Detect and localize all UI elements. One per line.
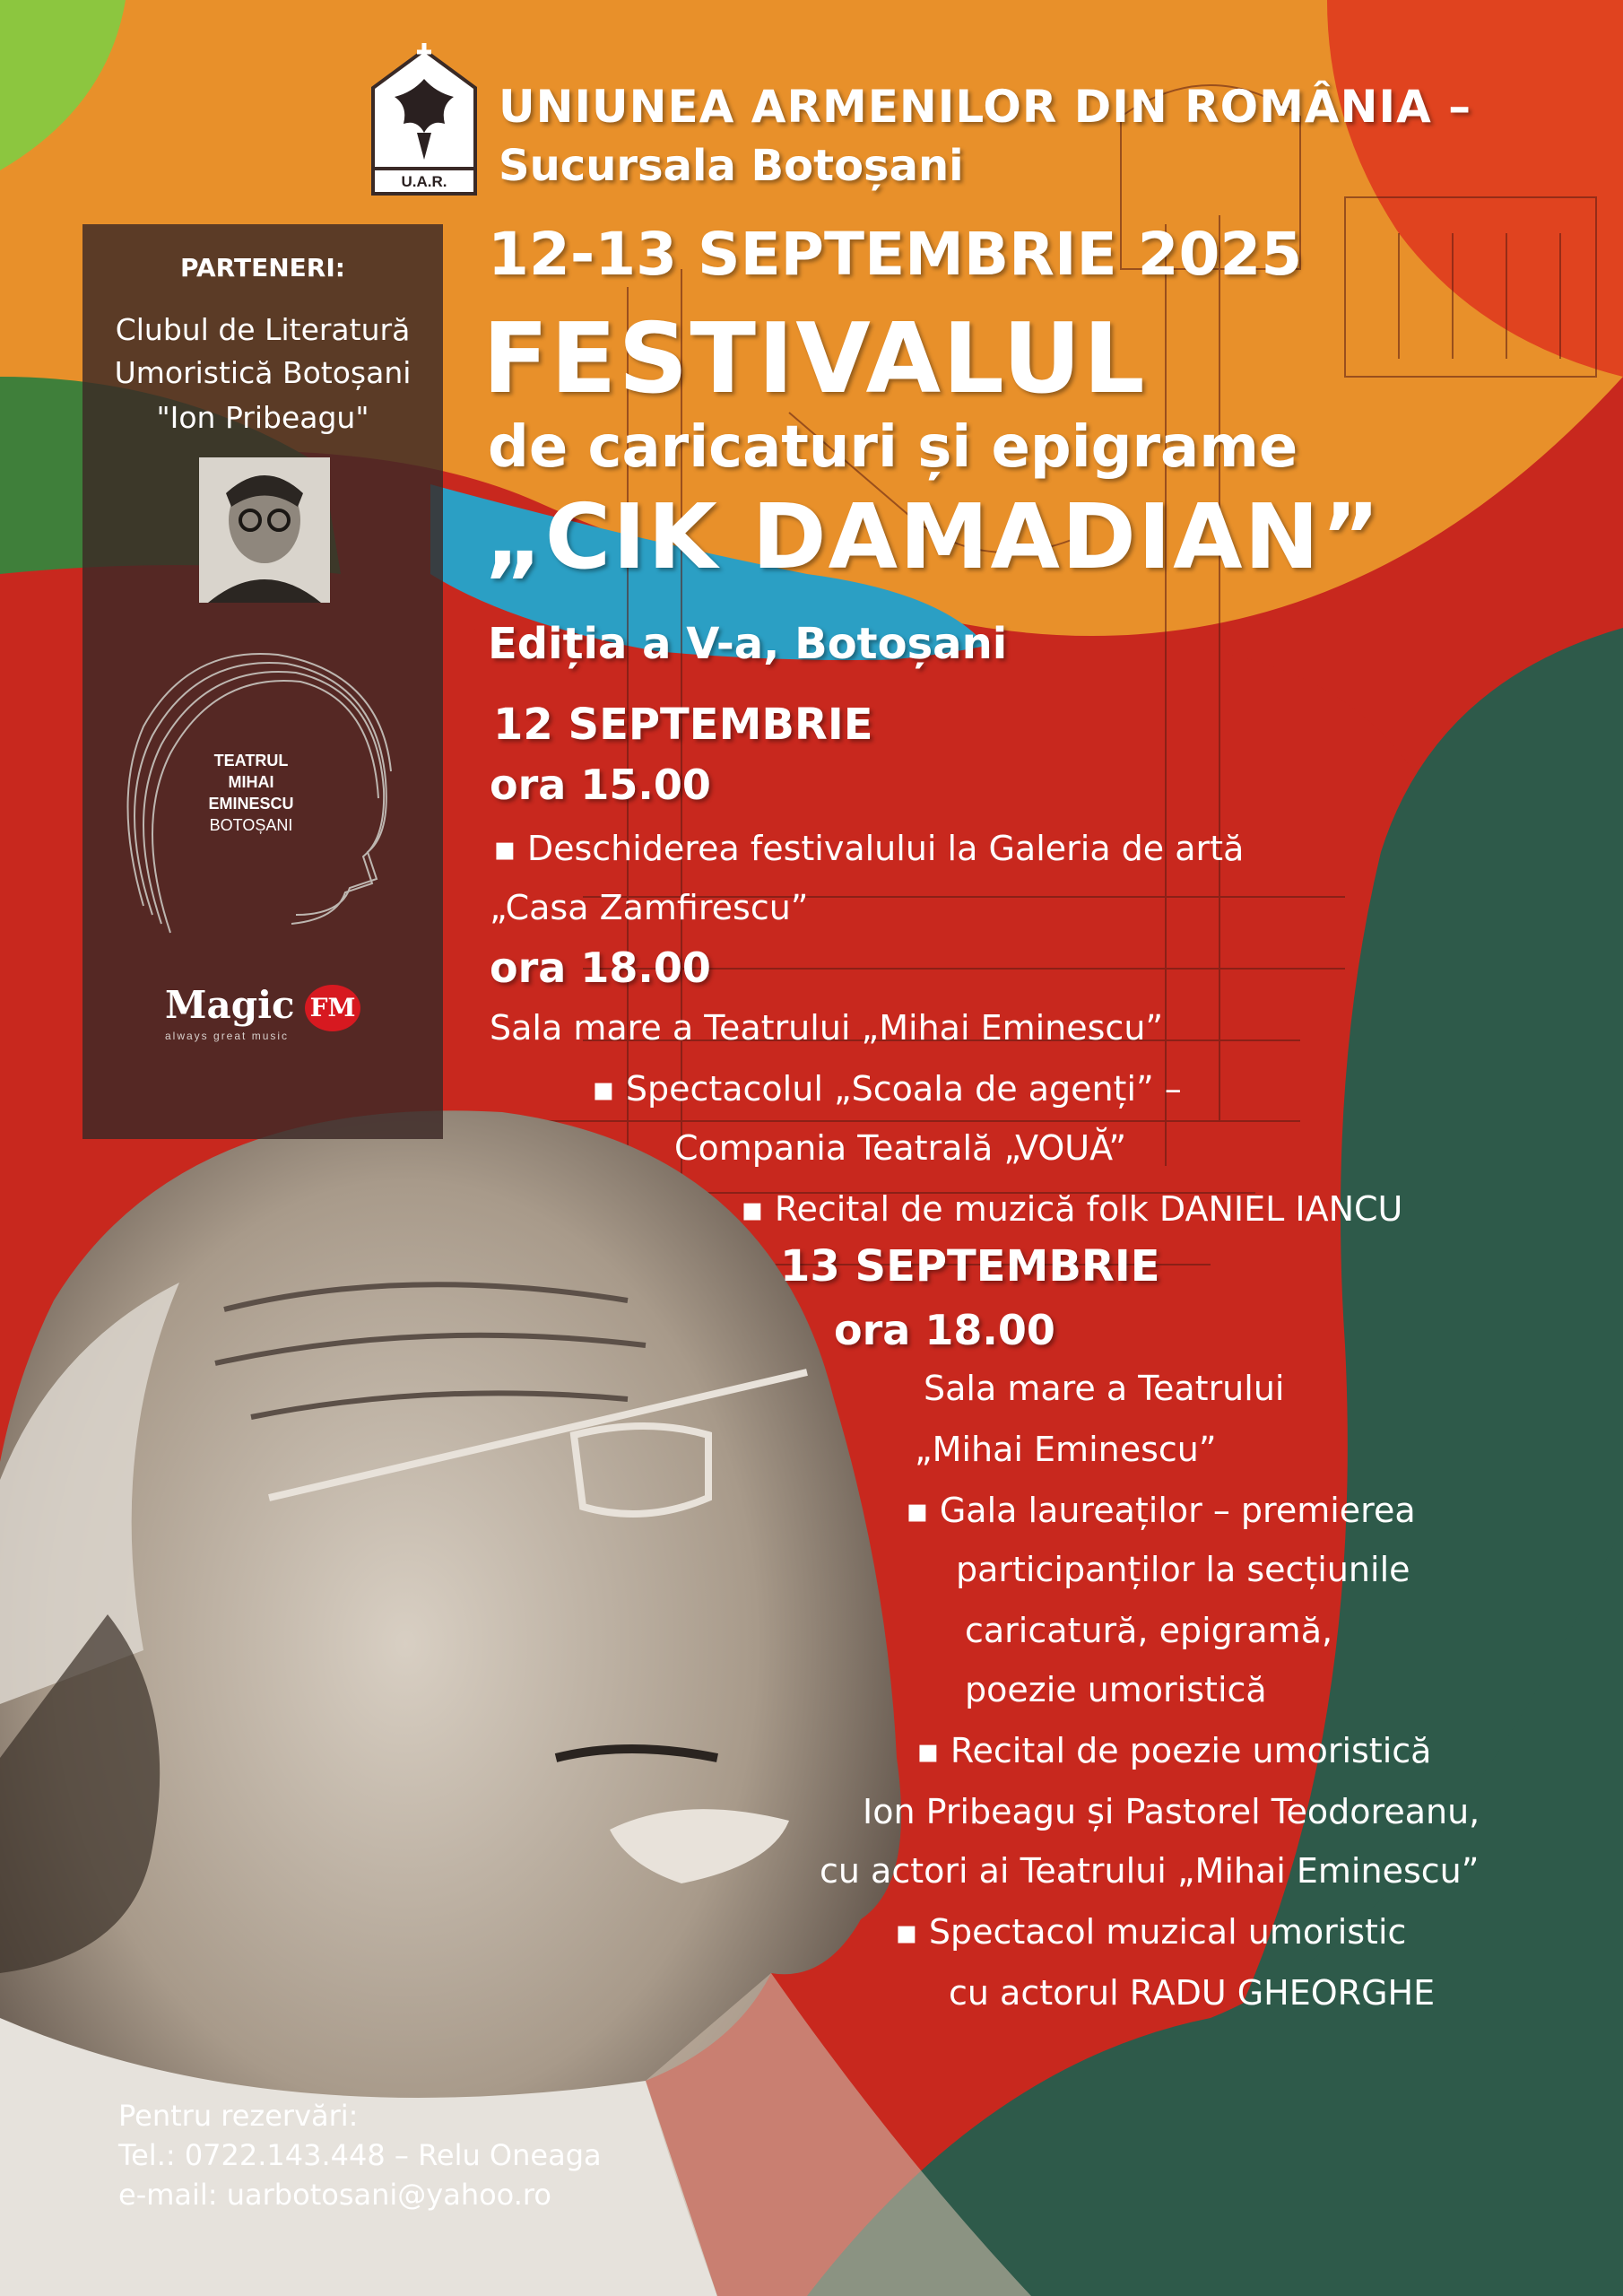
day2-item3-line2: cu actorul RADU GHEORGHE bbox=[949, 1973, 1436, 2013]
day1-time2: ora 18.00 bbox=[490, 944, 711, 992]
day1-time1: ora 15.00 bbox=[490, 761, 711, 809]
partners-heading: PARTENERI: bbox=[180, 253, 345, 283]
theatre-logo-line3: EMINESCU bbox=[208, 795, 294, 813]
day2-item2-line3: cu actori ai Teatrului „Mihai Eminescu” bbox=[820, 1851, 1480, 1891]
day2-item1-line3: caricatură, epigramă, bbox=[965, 1611, 1333, 1650]
day2-item1-line1: ▪ Gala laureaților – premierea bbox=[906, 1491, 1416, 1530]
org-name: UNIUNEA ARMENILOR DIN ROMÂNIA – bbox=[499, 81, 1472, 133]
day1-item3: ▪ Recital de muzică folk DANIEL IANCU bbox=[741, 1189, 1403, 1229]
org-branch: Sucursala Botoșani bbox=[499, 141, 964, 191]
partner-club-line2: Umoristică Botoșani bbox=[114, 355, 412, 390]
day2-item2-line1: ▪ Recital de poezie umoristică bbox=[916, 1731, 1432, 1770]
day1-item2-line1: ▪ Spectacolul „Scoala de agenți” – bbox=[592, 1069, 1182, 1109]
day2-venue-line1: Sala mare a Teatrului bbox=[924, 1369, 1285, 1408]
uar-logo-text: U.A.R. bbox=[401, 173, 447, 190]
theatre-logo-line2: MIHAI bbox=[228, 773, 274, 791]
day1-item1-line1: ▪ Deschiderea festivalului la Galeria de artă bbox=[493, 829, 1245, 868]
day2-item1-line2: participanților la secțiunile bbox=[956, 1550, 1410, 1589]
partner-club-line3: "Ion Pribeagu" bbox=[156, 400, 369, 435]
theatre-logo-line4: BOTOȘANI bbox=[209, 816, 293, 834]
day1-item1-line2: „Casa Zamfirescu” bbox=[490, 888, 809, 927]
radio-tagline: always great music bbox=[165, 1030, 290, 1042]
partner-club-line1: Clubul de Literatură bbox=[115, 312, 411, 347]
day2-item2-line2: Ion Pribeagu și Pastorel Teodoreanu, bbox=[863, 1792, 1480, 1831]
radio-name: Magic bbox=[165, 983, 295, 1027]
festival-edition: Ediția a V-a, Botoșani bbox=[488, 619, 1008, 669]
day2-item3-line1: ▪ Spectacol muzical umoristic bbox=[895, 1912, 1407, 1952]
theatre-logo-line1: TEATRUL bbox=[213, 752, 289, 770]
contact-email[interactable]: e-mail: uarbotosani@yahoo.ro bbox=[118, 2178, 551, 2212]
festival-title: FESTIVALUL bbox=[482, 303, 1147, 415]
day1-heading: 12 SEPTEMBRIE bbox=[493, 700, 873, 750]
festival-dates: 12-13 SEPTEMBRIE 2025 bbox=[488, 220, 1303, 289]
radio-badge: FM bbox=[305, 985, 360, 1031]
day2-item1-line4: poezie umoristică bbox=[965, 1670, 1267, 1709]
day1-venue: Sala mare a Teatrului „Mihai Eminescu” bbox=[490, 1008, 1164, 1048]
contact-phone: Tel.: 0722.143.448 – Relu Oneaga bbox=[118, 2138, 602, 2172]
day2-time: ora 18.00 bbox=[834, 1306, 1055, 1354]
partner-portrait bbox=[199, 457, 330, 603]
day2-venue-line2: „Mihai Eminescu” bbox=[915, 1430, 1217, 1469]
contact-heading: Pentru rezervări: bbox=[118, 2099, 359, 2133]
festival-name: „CIK DAMADIAN” bbox=[484, 484, 1382, 589]
festival-subtitle: de caricaturi și epigrame bbox=[488, 414, 1298, 481]
day2-heading: 13 SEPTEMBRIE bbox=[780, 1241, 1160, 1292]
magic-fm-logo bbox=[161, 983, 377, 1046]
day1-item2-line2: Compania Teatrală „VOUĂ” bbox=[674, 1128, 1127, 1168]
